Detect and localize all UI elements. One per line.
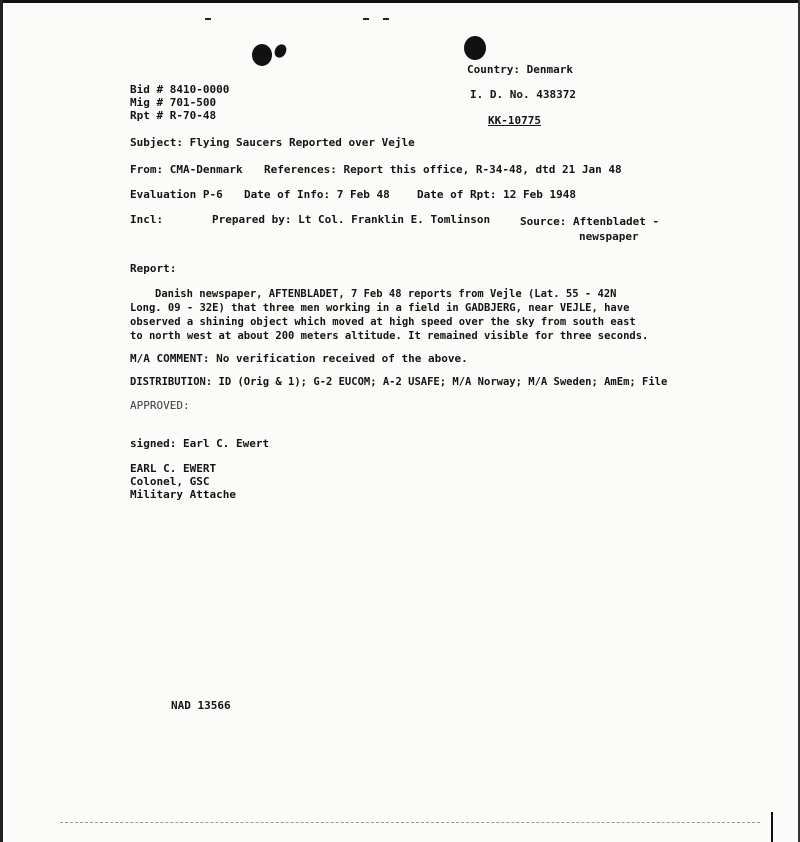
scan-corner-mark bbox=[771, 812, 773, 842]
attache-comment: M/A COMMENT: No verification received of the above. bbox=[130, 352, 468, 365]
references-field: References: Report this office, R-34-48, dtd 21 Jan 48 bbox=[264, 163, 622, 176]
scan-blot-mark bbox=[252, 44, 272, 66]
source-continuation: newspaper bbox=[579, 230, 639, 243]
nad-number: NAD 13566 bbox=[171, 699, 231, 712]
date-of-report-field: Date of Rpt: 12 Feb 1948 bbox=[417, 188, 576, 201]
report-body-line: to north west at about 200 meters altitude. It remained visible for three seconds. bbox=[130, 330, 649, 342]
prepared-by-field: Prepared by: Lt Col. Franklin E. Tomlinson bbox=[212, 213, 491, 226]
signature-rank: Colonel, GSC bbox=[130, 475, 210, 488]
approved-label: APPROVED: bbox=[130, 399, 190, 412]
signed-line: signed: Earl C. Ewert bbox=[130, 437, 270, 450]
report-body-line: observed a shining object which moved at high speed over the sky from south east bbox=[130, 316, 636, 328]
rpt-number: Rpt # R-70-48 bbox=[130, 109, 217, 122]
from-field: From: CMA-Denmark bbox=[130, 163, 243, 176]
scan-blot-mark bbox=[464, 36, 486, 60]
scan-blot-mark bbox=[272, 42, 289, 60]
punch-tick bbox=[205, 18, 211, 20]
subject-line: Subject: Flying Saucers Reported over Vejle bbox=[130, 136, 415, 149]
mig-number: Mig # 701-500 bbox=[130, 96, 217, 109]
scan-edge-bottom bbox=[60, 822, 760, 824]
signature-title: Military Attache bbox=[130, 488, 236, 501]
scan-edge-top bbox=[0, 0, 800, 3]
report-body-line: Long. 09 - 32E) that three men working in a field in GADBJERG, near VEJLE, have bbox=[130, 302, 630, 314]
scan-edge-left bbox=[0, 0, 3, 842]
report-body-line: Danish newspaper, AFTENBLADET, 7 Feb 48 reports from Vejle (Lat. 55 - 42N bbox=[155, 288, 617, 300]
bid-number: Bid # 8410-0000 bbox=[130, 83, 230, 96]
report-label: Report: bbox=[130, 262, 177, 275]
punch-tick bbox=[363, 18, 369, 20]
distribution-line: DISTRIBUTION: ID (Orig & 1); G-2 EUCOM; A-2 USAFE; M/A Norway; M/A Sweden; AmEm; File bbox=[130, 376, 668, 388]
date-of-info-field: Date of Info: 7 Feb 48 bbox=[244, 188, 390, 201]
inclosures-label: Incl: bbox=[130, 213, 164, 226]
reference-number: KK-10775 bbox=[488, 114, 541, 127]
evaluation-field: Evaluation P-6 bbox=[130, 188, 223, 201]
id-number: I. D. No. 438372 bbox=[470, 88, 576, 101]
country-field: Country: Denmark bbox=[467, 63, 573, 76]
signature-name: EARL C. EWERT bbox=[130, 462, 217, 475]
punch-tick bbox=[383, 18, 389, 20]
source-field: Source: Aftenbladet - bbox=[520, 215, 660, 228]
